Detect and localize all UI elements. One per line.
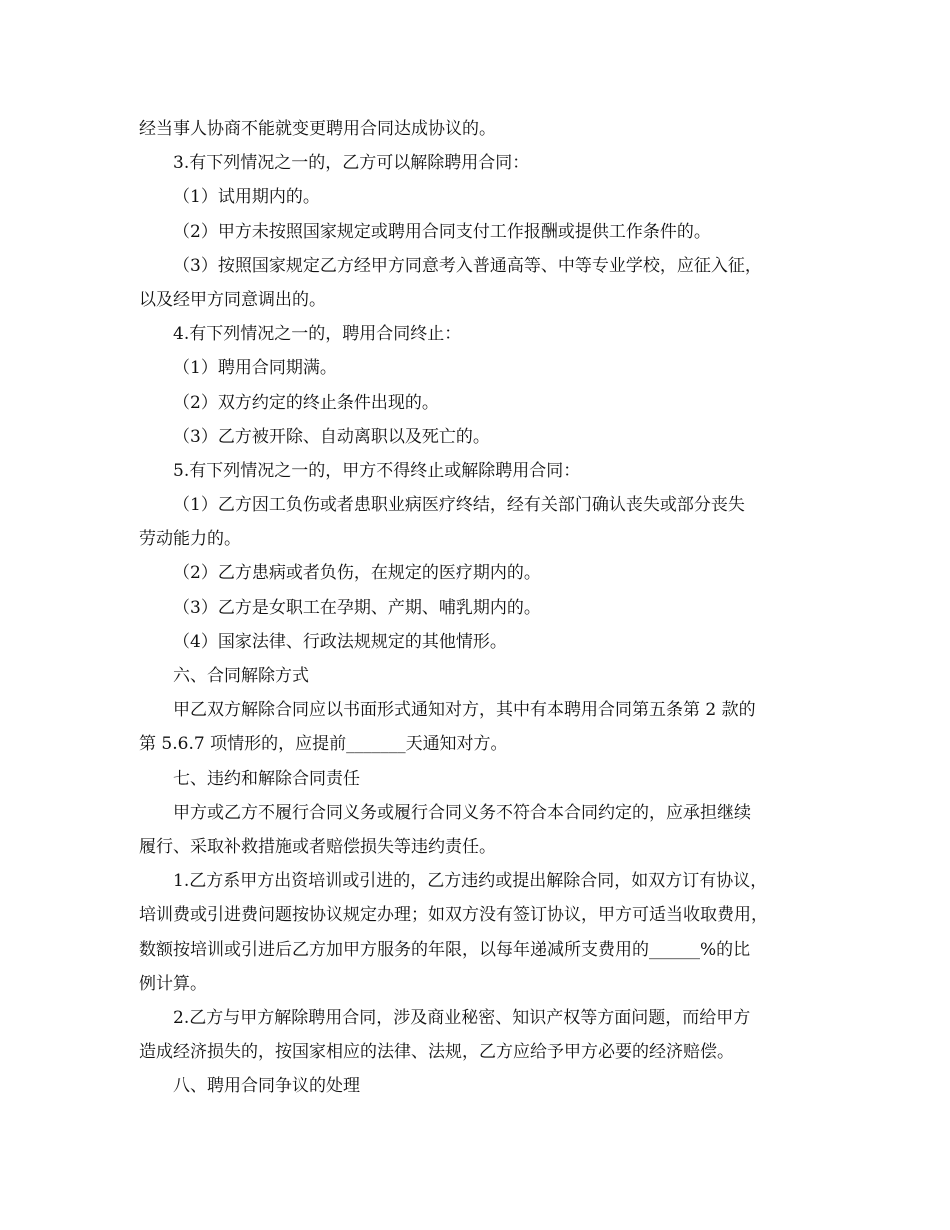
- section-heading: 八、聘用合同争议的处理: [173, 1076, 360, 1097]
- list-item: （1）聘用合同期满。: [173, 358, 337, 379]
- paragraph-line: 5.有下列情况之一的，甲方不得终止或解除聘用合同：: [173, 460, 581, 481]
- section-heading: 七、违约和解除合同责任: [173, 768, 360, 789]
- paragraph-line: 以及经甲方同意调出的。: [139, 289, 326, 310]
- paragraph-line: 数额按培训或引进后乙方加甲方服务的年限，以每年递减所支费用的______%的比: [139, 939, 751, 960]
- list-item: （3）乙方被开除、自动离职以及死亡的。: [173, 426, 490, 447]
- list-item: （2）甲方未按照国家规定或聘用合同支付工作报酬或提供工作条件的。: [173, 221, 711, 242]
- paragraph-line: 培训费或引进费问题按协议规定办理；如双方没有签订协议，甲方可适当收取费用，: [139, 905, 768, 926]
- paragraph-line: 履行、采取补救措施或者赔偿损失等违约责任。: [139, 836, 496, 857]
- document-body: [139, 112, 819, 1103]
- list-item: （3）乙方是女职工在孕期、产期、哺乳期内的。: [173, 597, 541, 618]
- paragraph-line: 甲乙双方解除合同应以书面形式通知对方，其中有本聘用合同第五条第 2 款的: [173, 700, 756, 721]
- list-item: （2）乙方患病或者负伤，在规定的医疗期内的。: [173, 563, 541, 584]
- paragraph-line: 1.乙方系甲方出资培训或引进的，乙方违约或提出解除合同，如双方订有协议，: [173, 871, 768, 892]
- list-item: （2）双方约定的终止条件出现的。: [173, 392, 439, 413]
- paragraph-line: 3.有下列情况之一的，乙方可以解除聘用合同：: [173, 153, 530, 174]
- list-item: （1）乙方因工负伤或者患职业病医疗终结，经有关部门确认丧失或部分丧失: [173, 495, 745, 516]
- list-item: （1）试用期内的。: [173, 187, 320, 208]
- paragraph-line: 2.乙方与甲方解除聘用合同，涉及商业秘密、知识产权等方面问题，而给甲方: [173, 1007, 751, 1028]
- paragraph-line: 造成经济损失的，按国家相应的法律、法规，乙方应给予甲方必要的经济赔偿。: [139, 1042, 734, 1063]
- section-heading: 六、合同解除方式: [173, 666, 309, 686]
- list-item: （4）国家法律、行政法规规定的其他情形。: [173, 631, 507, 652]
- paragraph-line: 经当事人协商不能就变更聘用合同达成协议的。: [139, 119, 496, 139]
- paragraph-line: 第 5.6.7 项情形的，应提前_______天通知对方。: [139, 734, 508, 755]
- list-item: （3）按照国家规定乙方经甲方同意考入普通高等、中等专业学校，应征入征，: [173, 255, 762, 276]
- paragraph-line: 例计算。: [139, 973, 207, 994]
- paragraph-line: 劳动能力的。: [139, 529, 241, 550]
- paragraph-line: 4.有下列情况之一的，聘用合同终止：: [173, 324, 462, 345]
- paragraph-line: 甲方或乙方不履行合同义务或履行合同义务不符合本合同约定的，应承担继续: [173, 802, 751, 823]
